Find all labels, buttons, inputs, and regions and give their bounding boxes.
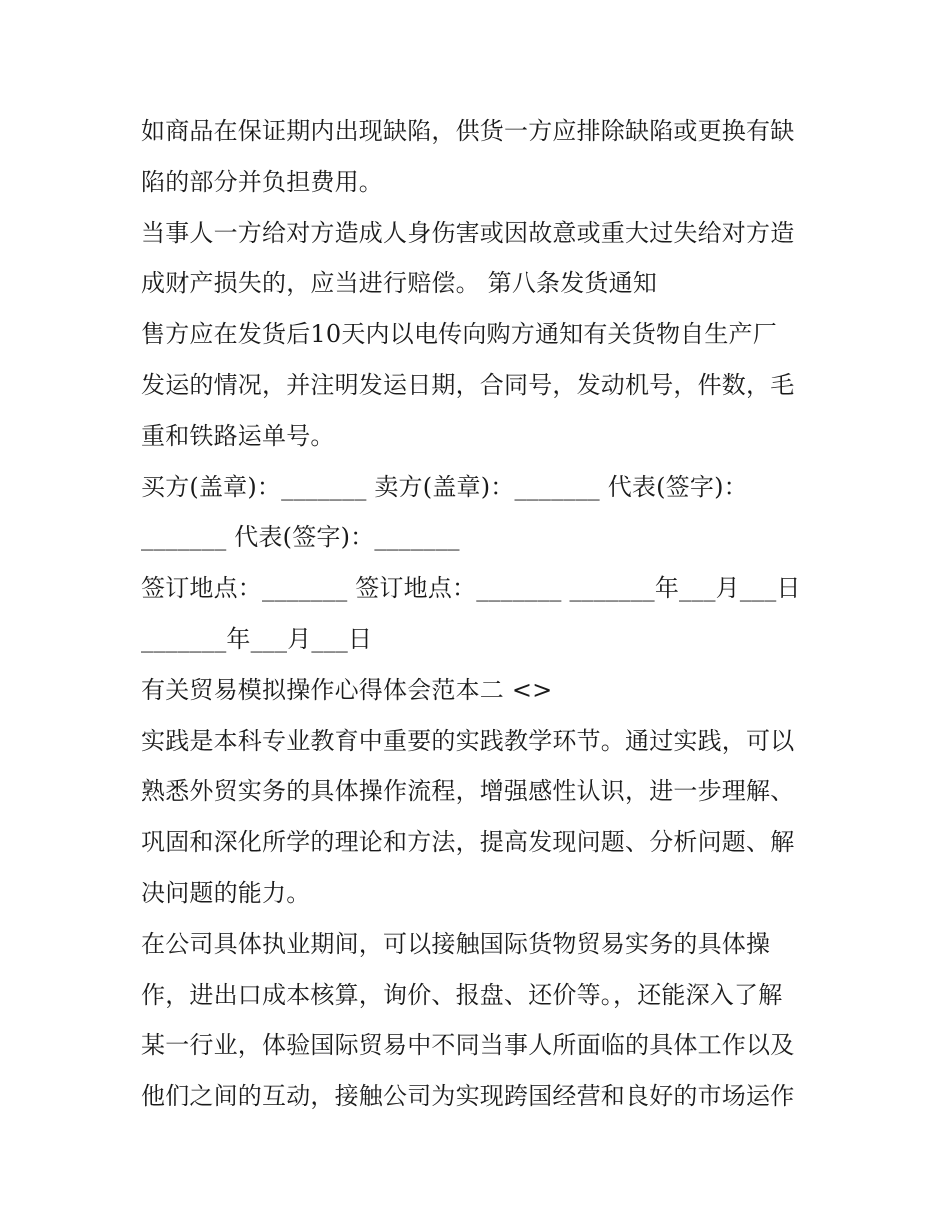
text-line: 如商品在保证期内出现缺陷，供货一方应排除缺陷或更换有缺 (141, 117, 795, 145)
signing-place-line: 签订地点：_______ 签订地点：_______ _______年___月___日 (141, 574, 801, 603)
signature-line: _______ 代表(签字)：_______ (141, 523, 460, 552)
text-line: 某一行业，体验国际贸易中不同当事人所面临的具体工作以及 (141, 1031, 795, 1060)
signature-line: 买方(盖章)：_______ 卖方(盖章)：_______ 代表(签字)： (141, 472, 748, 501)
document-body (141, 106, 821, 1122)
text-line: 决问题的能力。 (141, 878, 311, 907)
text-line: 当事人一方给对方造成人身伤害或因故意或重大过失给对方造 (141, 218, 795, 247)
text-line: 实践是本科专业教育中重要的实践教学环节。通过实践，可以 (141, 726, 795, 755)
text-line: 陷的部分并负担费用。 (141, 167, 383, 196)
date-line: _______年___月___日 (141, 624, 373, 653)
section-heading: 有关贸易模拟操作心得体会范本二 <> (141, 675, 553, 704)
text-line: 重和铁路运单号。 (141, 421, 335, 450)
text-line: 巩固和深化所学的理论和方法，提高发现问题、分析问题、解 (141, 828, 795, 857)
text-line: 在公司具体执业期间，可以接触国际货物贸易实务的具体操 (141, 929, 771, 958)
text-line: 成财产损失的，应当进行赔偿。 第八条发货通知 (141, 269, 658, 298)
text-line: 发运的情况，并注明发运日期，合同号，发动机号，件数，毛 (141, 370, 795, 399)
text-line: 作，进出口成本核算，询价、报盘、还价等。，还能深入了解 (141, 980, 783, 1009)
text-line: 他们之间的互动，接触公司为实现跨国经营和良好的市场运作 (141, 1082, 795, 1111)
text-line: 售方应在发货后10天内以电传向购方通知有关货物自生产厂 (141, 320, 777, 349)
text-line: 熟悉外贸实务的具体操作流程，增强感性认识，进一步理解、 (141, 777, 795, 806)
